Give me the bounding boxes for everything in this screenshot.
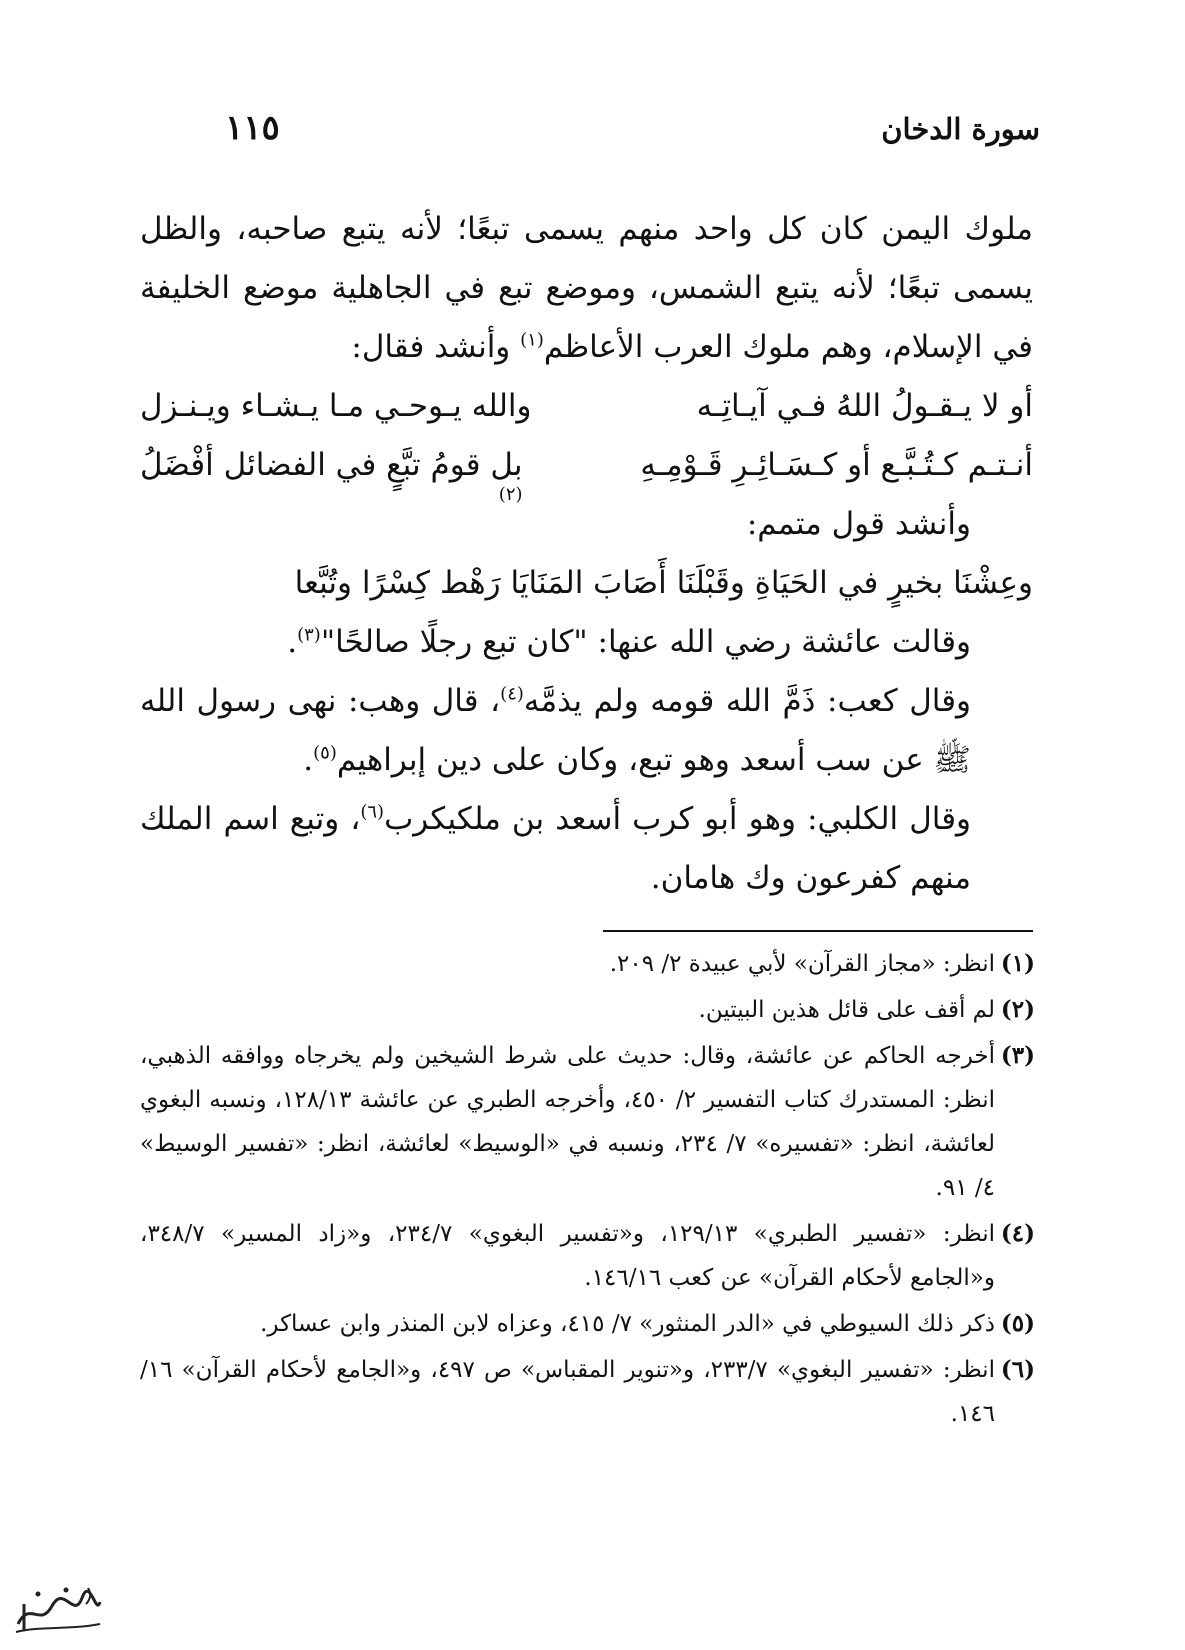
paragraph-1 xyxy=(140,200,1033,377)
wahb-text: ، قال وهب: نهى رسول الله ﷺ عن سب أسعد وهو تبع، وكان على دين إبراهيم xyxy=(140,683,971,778)
footnote-ref-1[interactable]: (١) xyxy=(520,329,544,351)
aisha-paragraph: وقالت عائشة رضي الله عنها: "كان تبع رجلًا صالحًا"$^{(٣)}$. xyxy=(287,624,971,660)
footnote-6 xyxy=(140,1348,1035,1436)
intro-mutammim: وأنشد قول متمم: xyxy=(746,506,971,542)
footnote-text: ذكر ذلك السيوطي في «الدر المنثور» ٧/ ٤١٥، وعزاه لابن المنذر وابن عساكر. xyxy=(260,1311,995,1337)
main-text xyxy=(140,200,1033,908)
footnote-text: لم أقف على قائل هذين البيتين. xyxy=(698,997,995,1023)
verse-line-2 xyxy=(140,436,1033,505)
footnote-text: أخرجه الحاكم عن عائشة، وقال: حديث على شرط الشيخين ولم يخرجاه ووافقه الذهبي، انظر: المستدرك كتاب التفسير ٢/ ٤٥٠، وأخرجه الطبري عن عائشة ١٢٨/١٣، ونسبه البغوي لعائشة، انظر: «تفسيره» ٧/ ٢٣٤، ونسبه في «الوسيط» لعائشة، انظر: «تفسير الوسيط» ٤/ ٩١. xyxy=(140,1043,996,1201)
footnote-number: (٣) xyxy=(1000,1042,1035,1069)
verse-line-3: وعِشْنَا بخيرٍ في الحَيَاةِ وقَبْلَنَا أَصَابَ المَنَايَا رَهْط كِسْرًا وتُبَّعا xyxy=(294,565,1033,601)
verse-2-second-hemistich: بل قومُ تبَّعٍ في الفضائل أفْضَلُ (٢) xyxy=(140,436,523,495)
footnote-ref-5[interactable]: (٥) xyxy=(313,742,337,764)
footnote-ref-6[interactable]: (٦) xyxy=(360,801,385,823)
footnote-number: (٥) xyxy=(1000,1310,1035,1337)
footnote-1 xyxy=(140,942,1035,986)
surah-title: سورة الدخان xyxy=(881,112,1040,146)
footnote-divider xyxy=(603,930,1033,932)
verse-1-second-hemistich: والله يـوحـي مـا يـشـاء ويـنـزل xyxy=(140,388,532,424)
footnote-text: انظر: «تفسير البغوي» ٢٣٣/٧، و«تنوير المقباس» ص ٤٩٧، و«الجامع لأحكام القرآن» ١٦/ ١٤٦. xyxy=(140,1357,995,1427)
footnote-number: (١) xyxy=(1000,950,1035,977)
verse-2-first-hemistich: أنـتـم كـتُـبَّـع أو كـسَـائِـرِ قَـوْمِـهِ xyxy=(640,447,1033,483)
kaab-text: وقال كعب: ذَمَّ الله قومه ولم يذمَّه xyxy=(523,683,971,719)
footnote-number: (٦) xyxy=(1000,1356,1035,1383)
footnote-text: انظر: «تفسير الطبري» ١٢٩/١٣، و«تفسير البغوي» ٢٣٤/٧، و«زاد المسير» ٣٤٨/٧، و«الجامع لأحكام القرآن» عن كعب ١٤٦/١٦. xyxy=(140,1221,995,1291)
footnote-3 xyxy=(140,1034,1035,1210)
footnote-text: انظر: «مجاز القرآن» لأبي عبيدة ٢/ ٢٠٩. xyxy=(609,951,995,977)
paragraph-1-end: وأنشد فقال: xyxy=(351,329,521,365)
paragraph-1-text: ملوك اليمن كان كل واحد منهم يسمى تبعًا؛ لأنه يتبع صاحبه، والظل يسمى تبعًا؛ لأنه يتبع الشمس، وموضع تبع في الجاهلية موضع الخليفة في الإسلام، وهم ملوك العرب الأعاظم xyxy=(140,211,1033,365)
verse-2-second-text: بل قومُ تبَّعٍ في الفضائل أفْضَلُ xyxy=(140,447,523,483)
kalbi-paragraph xyxy=(140,790,1033,908)
kalbi-end: ، وتبع اسم الملك منهم كفرعون وك هامان. xyxy=(140,801,971,896)
kaab-paragraph: وقال كعب: ذَمَّ الله قومه ولم يذمَّه$^{(٤)}$، قال وهب: نهى رسول الله ﷺ عن سب أسعد وهو تبع، وكان على دين إبراهيم$^{(٥)}$. xyxy=(140,683,971,778)
footnote-number: (٤) xyxy=(1000,1220,1035,1247)
page-header xyxy=(140,108,1040,162)
footnote-number: (٢) xyxy=(1000,996,1035,1023)
footnote-ref-4[interactable]: (٤) xyxy=(500,683,524,705)
calligraphy-logo-icon xyxy=(10,1580,105,1642)
footnote-ref-3[interactable]: (٣) xyxy=(297,624,321,646)
footnote-2 xyxy=(140,988,1035,1032)
verse-line-1 xyxy=(140,377,1033,436)
footnote-5 xyxy=(140,1302,1035,1346)
aisha-text: وقالت عائشة رضي الله عنها: "كان تبع رجلًا صالحًا" xyxy=(320,624,971,660)
footnotes xyxy=(140,942,1035,1438)
footnote-4 xyxy=(140,1212,1035,1300)
verse-1-first-hemistich: أو لا يـقـولُ اللهُ فـي آيـاتِـه xyxy=(696,388,1033,424)
kalbi-text: وقال الكلبي: وهو أبو كرب أسعد بن ملكيكرب xyxy=(384,801,972,837)
page-number: ١١٥ xyxy=(225,108,280,148)
